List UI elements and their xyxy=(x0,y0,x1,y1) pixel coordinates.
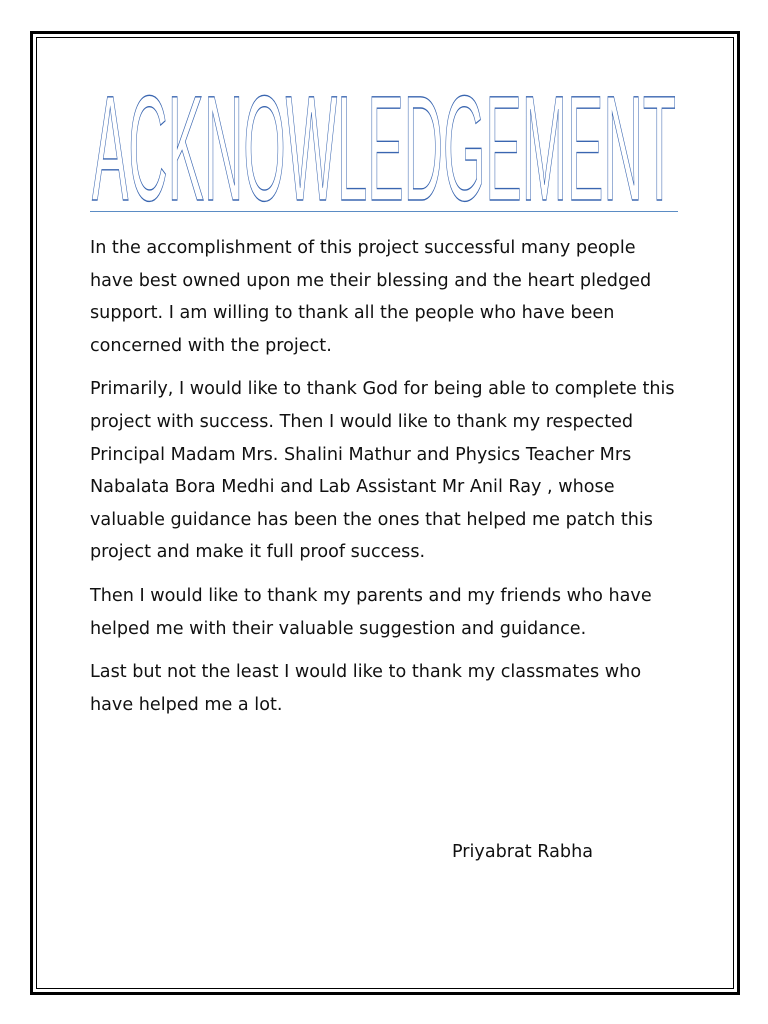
paragraph-thanks-family: Then I would like to thank my parents and my friends who have helped me with their valuable suggestion and guidance. xyxy=(90,585,652,639)
paragraph-thanks-staff: Primarily, I would like to thank God for being able to complete this project with success. Then I would like to thank my respected Principal Madam Mrs. Shalini Mathur and Physics Teacher Mrs Nabalata Bora Medhi and Lab Assistant Mr Anil Ray , whose valuable guidance has been the ones that helped me patch this project and make it full proof success. xyxy=(90,379,675,563)
paragraph-intro: In the accomplishment of this project successful many people have best owned upon me their blessing and the heart pledged support. I am willing to thank all the people who have been concerned with the project. xyxy=(90,238,652,356)
paragraph-thanks-classmates: Last but not the least I would like to thank my classmates who have helped me a lot. xyxy=(90,662,642,715)
title-text: ACKNOWLEDGEMENT xyxy=(92,92,676,212)
signature-name: Priyabrat Rabha xyxy=(452,842,594,862)
title-wordart xyxy=(90,92,678,212)
acknowledgement-body xyxy=(90,232,682,732)
page-title xyxy=(90,92,678,212)
title-underline xyxy=(90,211,678,212)
